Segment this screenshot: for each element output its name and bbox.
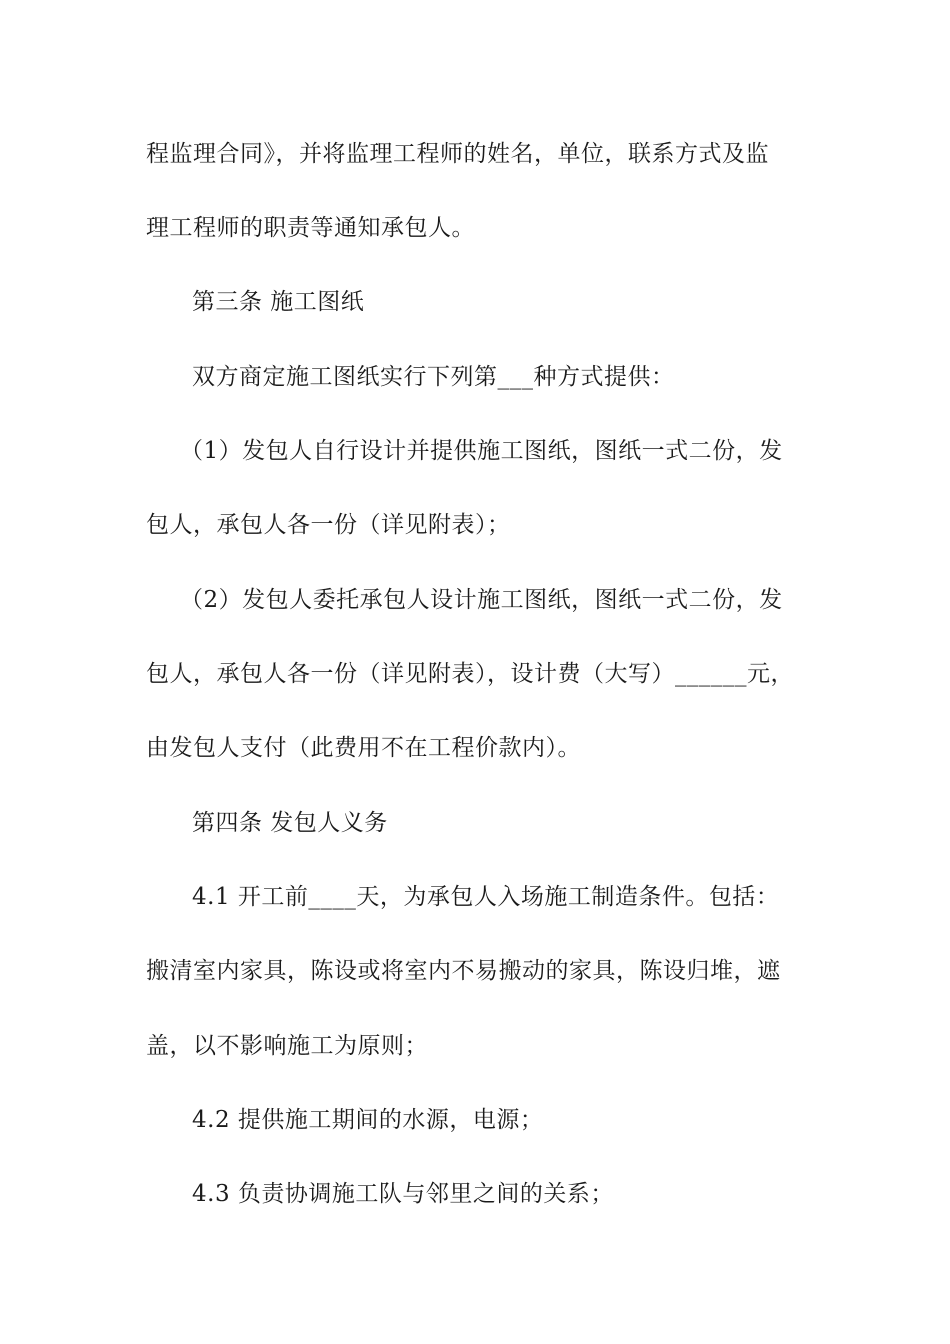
body-text-line: 包人，承包人各一份（详见附表），设计费（大写）______元，: [146, 661, 794, 687]
body-text-line: 包人，承包人各一份（详见附表）；: [146, 512, 511, 538]
clause-item: 4.2 提供施工期间的水源，电源；: [192, 1107, 544, 1133]
list-item: （2）发包人委托承包人设计施工图纸，图纸一式二份，发: [180, 587, 783, 613]
section-heading: 第四条 发包人义务: [192, 810, 388, 836]
clause-item: 4.3 负责协调施工队与邻里之间的关系；: [192, 1181, 614, 1207]
body-text-line: 理工程师的职责等通知承包人。: [146, 215, 475, 241]
body-text-line: 程监理合同》，并将监理工程师的姓名，单位，联系方式及监: [146, 141, 769, 167]
body-text-line: 双方商定施工图纸实行下列第___种方式提供：: [192, 364, 675, 390]
section-heading: 第三条 施工图纸: [192, 289, 365, 315]
body-text-line: 盖，以不影响施工为原则；: [146, 1033, 428, 1059]
list-item: （1）发包人自行设计并提供施工图纸，图纸一式二份，发: [180, 438, 783, 464]
clause-item: 4.1 开工前____天，为承包人入场施工制造条件。包括：: [192, 884, 780, 910]
body-text-line: 由发包人支付（此费用不在工程价款内）。: [146, 735, 581, 761]
body-text-line: 搬清室内家具，陈设或将室内不易搬动的家具，陈设归堆，遮: [146, 958, 781, 984]
